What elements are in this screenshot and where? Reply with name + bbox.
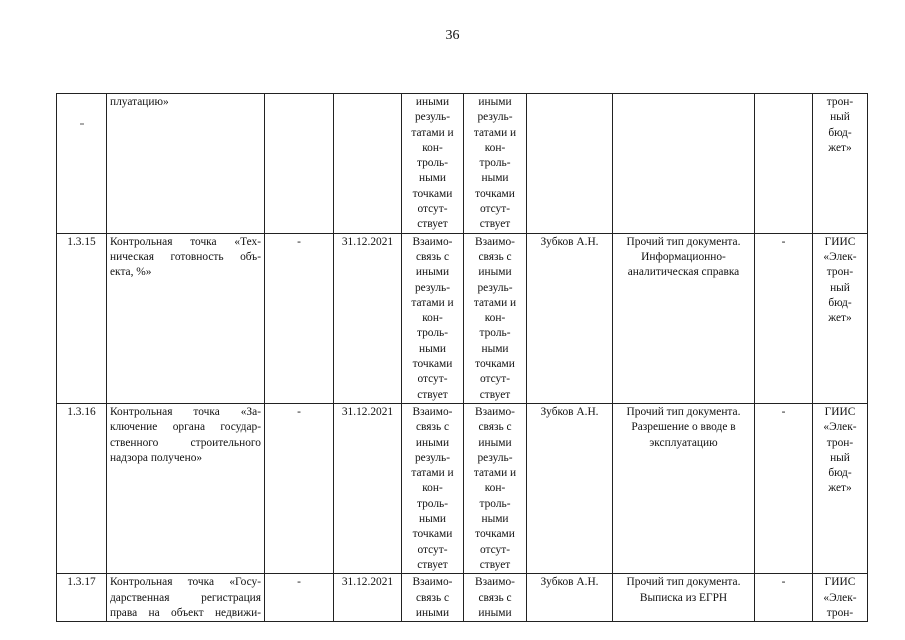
table-row [57,233,868,403]
level-cell: - [755,233,813,403]
text-line: «Элек- [823,250,857,263]
text-line: иными [415,266,450,279]
text-line: жет» [828,482,852,495]
text-line: татами и [411,126,454,139]
level-cell: - [755,403,813,573]
text-line: «Элек- [823,591,857,604]
text-line: Разрешение о вводе в [631,421,736,434]
name-line: Контрольная точка «За- [110,405,261,418]
system-cell [813,403,868,573]
page-number: 36 [445,28,460,43]
text-line: точками [475,358,515,371]
text-line: троль- [479,157,511,170]
text-line: трон- [826,96,854,108]
text-line: резуль- [477,111,513,124]
text-line: бюд- [828,467,852,480]
start-date-cell: - [265,574,334,622]
text-line: ными [481,513,509,526]
row-number-cell [57,94,107,234]
text-line: трон- [826,266,854,279]
table-body [57,94,868,622]
document-cell [613,233,755,403]
row-number-cell: 1.3.15 [57,233,107,403]
text-line: ный [830,111,850,124]
text-line: эксплуатацию [649,436,718,449]
text-line: жет» [828,141,852,154]
level-cell: - [755,574,813,622]
table-row [57,403,868,573]
system-cell [813,574,868,622]
text-line: иными [478,436,512,449]
text-line: точками [475,528,515,541]
text-line: ГИИС [824,576,856,589]
text-line: отсут- [417,373,448,386]
responsible-cell: Зубков А.Н. [527,403,613,573]
text-line: ствует [417,558,448,571]
text-line: татами и [473,296,517,309]
text-line: ГИИС [824,405,856,418]
text-line: трон- [826,436,854,449]
text-line: ГИИС [824,235,856,248]
table-row [57,94,868,234]
text-line: ными [481,342,509,355]
name-line: надзора получено» [110,451,203,464]
text-line: ными [418,342,447,355]
text-line: Взаимо- [475,405,515,418]
text-line: отсут- [417,543,448,556]
table-row [57,574,868,622]
successor-cell [464,403,527,573]
end-date-cell: 31.12.2021 [334,574,402,622]
system-cell [813,94,868,234]
successor-cell [464,233,527,403]
successor-cell [464,94,527,234]
text-line: резуль- [414,111,451,124]
text-line: Взаимо- [475,235,515,248]
text-line: связь с [415,250,450,263]
name-line: ническая готовность объ- [110,250,261,263]
predecessor-cell [402,403,464,573]
text-line: Взаимо- [412,576,453,589]
text-line: отсут- [479,543,511,556]
text-line: связь с [478,250,512,263]
name-line: плуатацию» [110,96,169,108]
text-line: ствует [417,388,448,401]
text-line: троль- [416,497,449,510]
text-line: аналитическая справка [627,266,740,279]
name-line: Контрольная точка «Тех- [110,235,261,248]
name-line: ключение органа государ- [110,421,261,434]
name-cell [107,94,265,234]
text-line: троль- [416,327,449,340]
text-line: ными [418,513,447,526]
end-date-cell [334,94,402,234]
text-line: Выписка из ЕГРН [639,591,728,604]
text-line: «Элек- [823,421,857,434]
text-line: иными [478,96,512,108]
end-date-cell: 31.12.2021 [334,233,402,403]
text-line: ствует [479,218,511,231]
text-line: Прочий тип документа. [626,235,741,248]
text-line: бюд- [828,126,852,139]
text-line: кон- [422,141,443,154]
text-line: Взаимо- [412,235,453,248]
document-cell [613,574,755,622]
responsible-cell [527,94,613,234]
text-line: точками [412,187,453,200]
start-date-cell: - [265,403,334,573]
responsible-cell: Зубков А.Н. [527,574,613,622]
text-line: резуль- [414,451,451,464]
text-line: жет» [828,312,852,325]
document-cell [613,403,755,573]
text-line: связь с [478,421,512,434]
text-line: кон- [484,482,506,495]
text-line: Взаимо- [475,576,515,589]
text-line: ными [481,172,509,185]
text-line: ствует [479,388,511,401]
system-cell [813,233,868,403]
text-line: бюд- [828,296,852,309]
text-line: кон- [484,312,506,325]
text-line: Прочий тип документа. [626,405,741,418]
text-line: точками [412,358,453,371]
predecessor-cell [402,233,464,403]
text-line: связь с [415,421,450,434]
text-line: троль- [416,157,449,170]
text-line: кон- [484,141,506,154]
text-line: связь с [478,591,512,604]
text-line: татами и [473,467,517,480]
text-line: отсут- [479,203,511,216]
text-line: точками [475,187,515,200]
text-line: кон- [422,312,443,325]
text-line: иными [415,436,450,449]
text-line: точками [412,528,453,541]
text-line: ный [830,451,850,464]
text-line: троль- [479,327,511,340]
start-date-cell: - [265,233,334,403]
text-line: иными [478,606,512,619]
text-line: трон- [826,606,854,619]
text-line: Информационно- [641,250,726,263]
text-line: отсут- [417,203,448,216]
text-line: троль- [479,497,511,510]
text-line: связь с [415,591,450,604]
text-line: иными [415,606,450,619]
predecessor-cell [402,574,464,622]
name-cell [107,403,265,573]
text-line: резуль- [414,281,451,294]
row-number-cell: 1.3.17 [57,574,107,622]
text-line: иными [415,96,450,108]
text-line: татами и [411,296,454,309]
name-cell [107,574,265,622]
text-line: татами и [411,467,454,480]
text-line: ными [418,172,447,185]
text-line: отсут- [479,373,511,386]
text-line: ный [830,281,850,294]
text-line: ствует [479,558,511,571]
text-line: ствует [417,218,448,231]
name-line: права на объект недвижи- [110,606,261,619]
level-cell [755,94,813,234]
name-line: екта, %» [110,266,152,279]
text-line: кон- [422,482,443,495]
end-date-cell: 31.12.2021 [334,403,402,573]
start-date-cell [265,94,334,234]
name-line: дарственная регистрация [110,591,261,604]
document-cell [613,94,755,234]
successor-cell [464,574,527,622]
predecessor-cell [402,94,464,234]
text-line: резуль- [477,281,513,294]
name-line: Контрольная точка «Госу- [110,576,261,589]
control-points-table [56,93,868,622]
text-line: татами и [473,126,517,139]
name-line: ственного строительного [110,436,261,449]
text-line: иными [478,266,512,279]
margin-mark [80,123,84,125]
responsible-cell: Зубков А.Н. [527,233,613,403]
text-line: Взаимо- [412,405,453,418]
text-line: резуль- [477,451,513,464]
text-line: Прочий тип документа. [626,576,741,589]
row-number-cell: 1.3.16 [57,403,107,573]
name-cell [107,233,265,403]
